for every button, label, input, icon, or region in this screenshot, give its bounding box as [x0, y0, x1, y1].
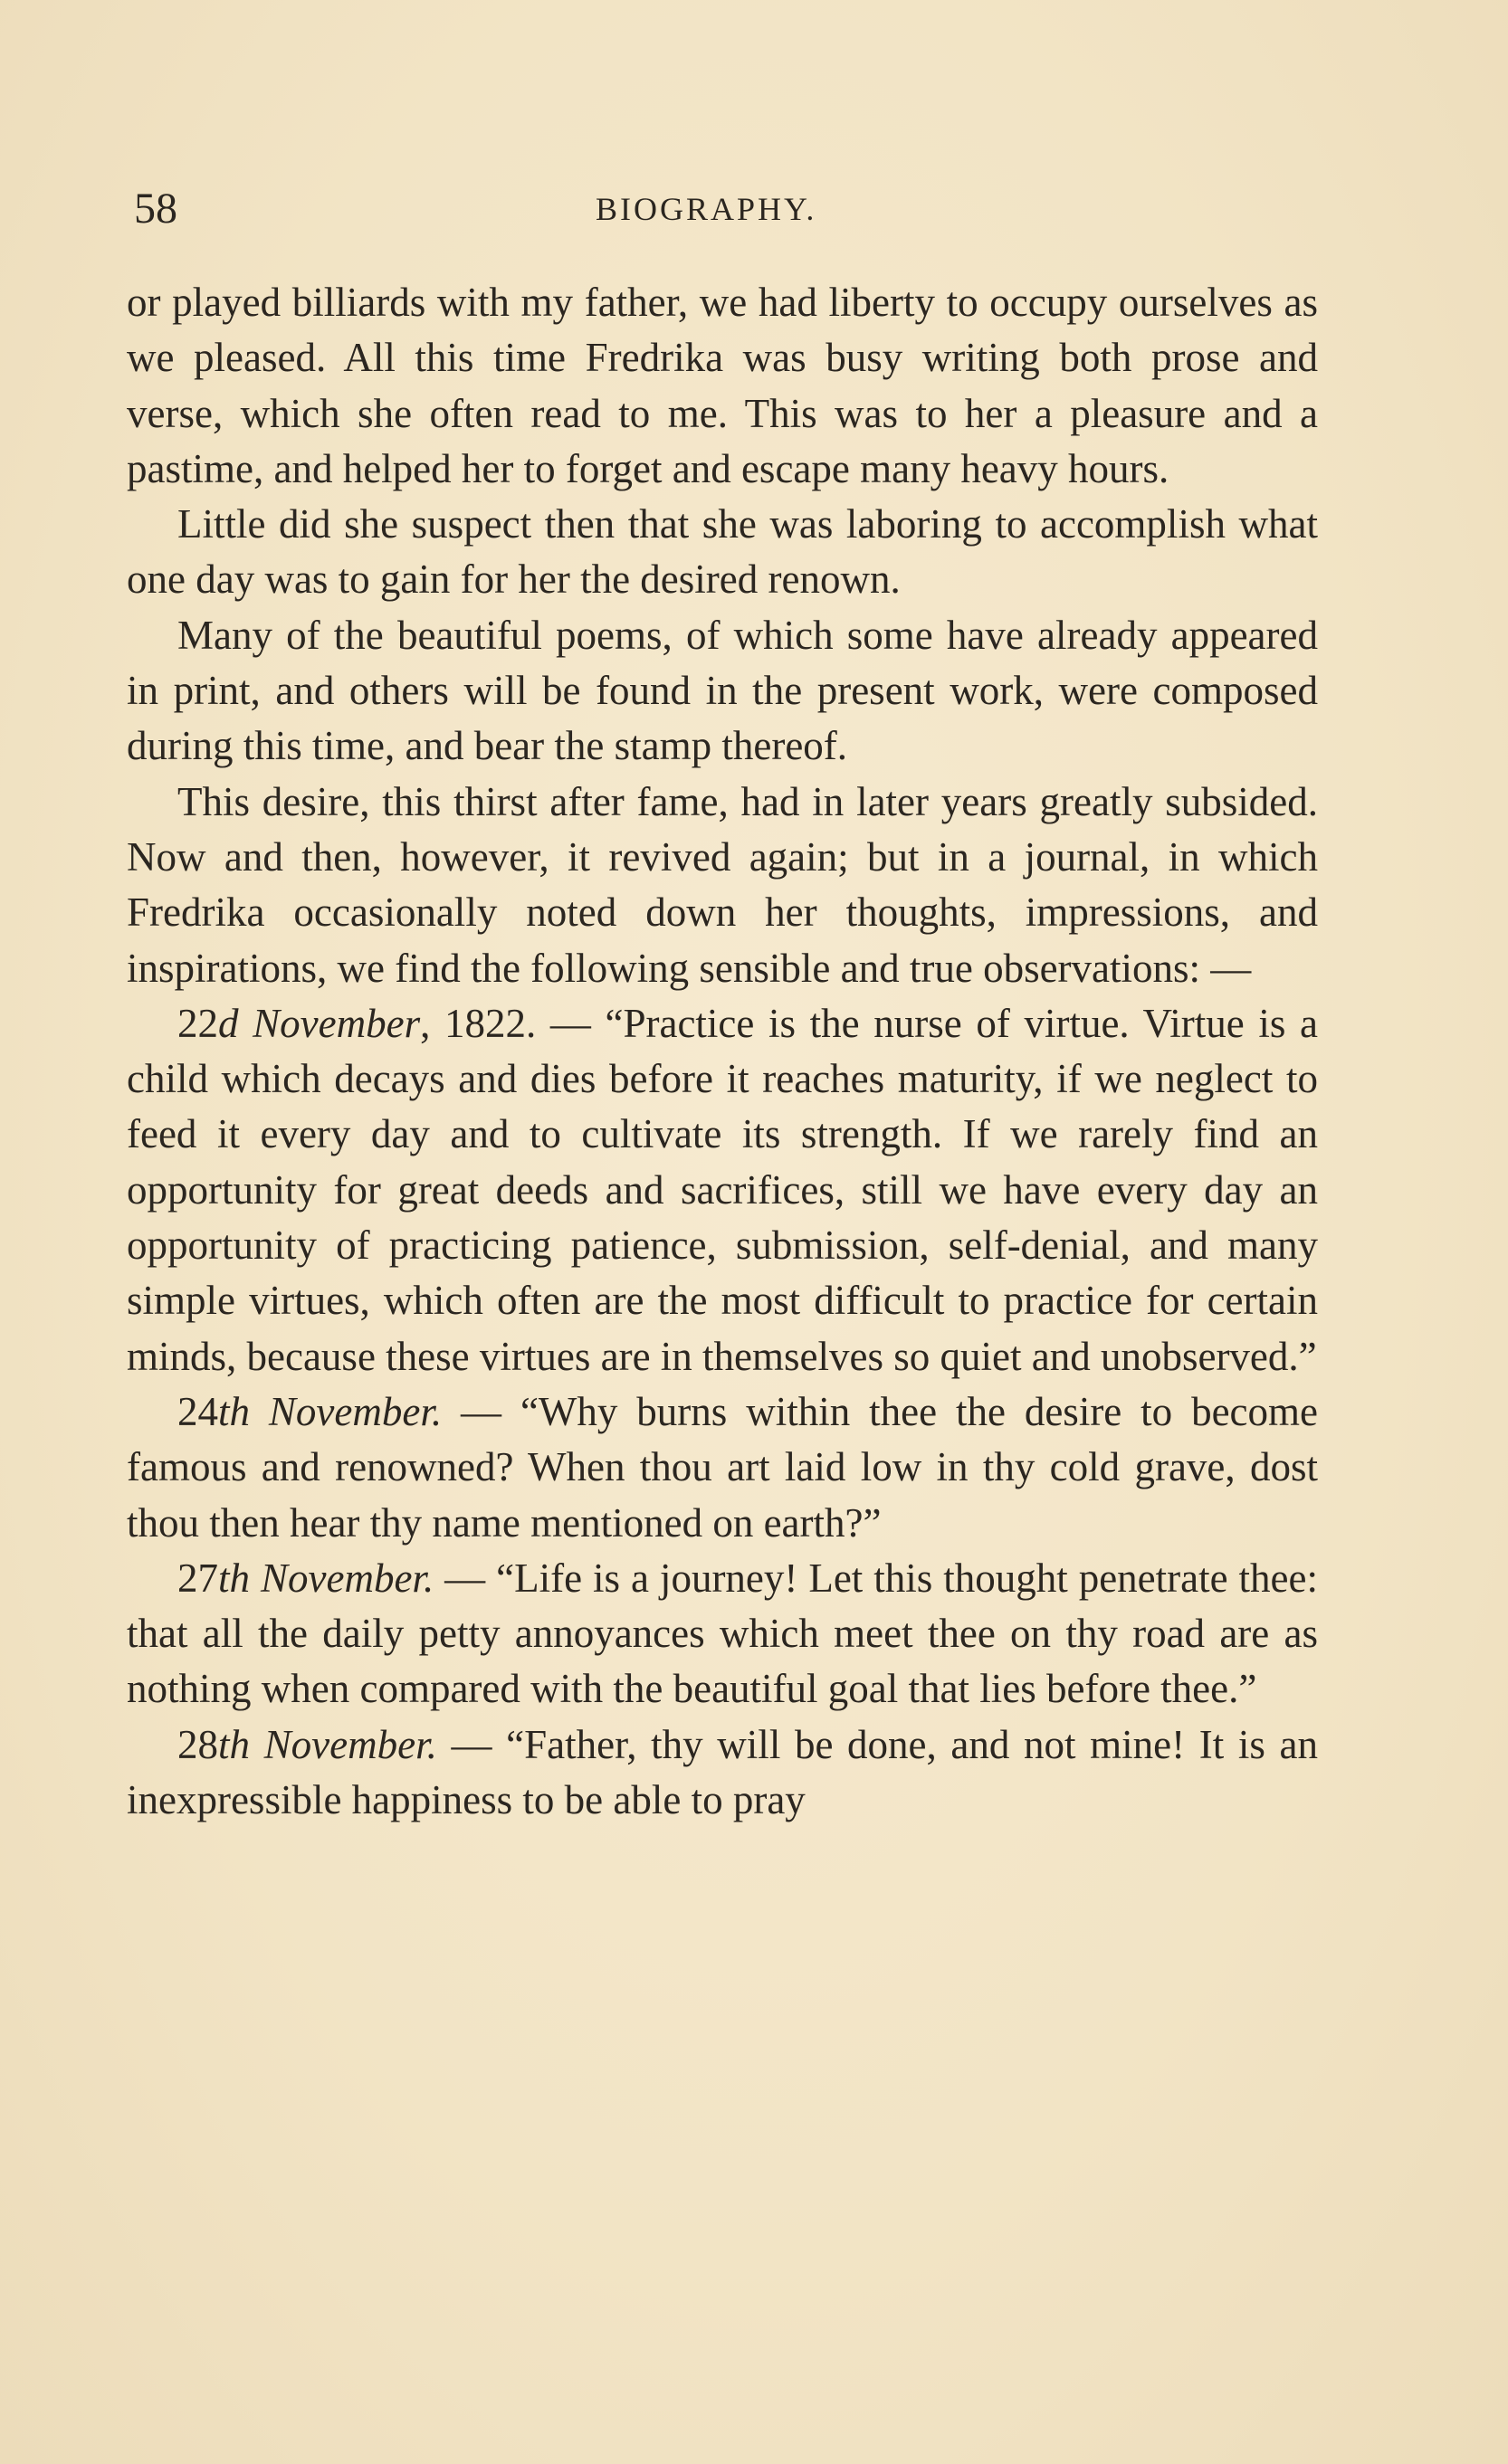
journal-entry-28-november [127, 1717, 1318, 1829]
journal-entry-24-november [127, 1384, 1318, 1551]
page-number: 58 [134, 185, 177, 233]
entry-date-day: 24 [177, 1388, 218, 1434]
entry-date-suffix: th [218, 1721, 251, 1767]
journal-entry-27-november [127, 1551, 1318, 1717]
entry-separator: — [442, 1388, 520, 1434]
entry-date-month: November. [263, 1721, 437, 1767]
entry-date-year: , 1822. — [420, 1000, 606, 1046]
entry-date-month: November. [260, 1555, 434, 1601]
entry-separator: — [434, 1555, 497, 1601]
entry-date-suffix: th [218, 1388, 251, 1434]
entry-date-day: 28 [177, 1721, 218, 1767]
paragraph-3: Many of the beautiful poems, of which some have already appeared in print, and others will be found in the present work, were composed during this time, and bear the stamp thereof. [127, 612, 1318, 769]
entry-separator: — [436, 1721, 507, 1767]
entry-text: “Why burns within thee the desire to become famous and renowned? When thou art laid low in thy cold grave, dost thou then hear thy name mentioned on earth?” [127, 1388, 1319, 1546]
entry-text: “Practice is the nurse of virtue. Virtue is a child which decays and dies before it reaches maturity, if we neglect to feed it every day and to cultivate its strength. If we rarely find an opportunity for great deeds and sacrifices, still we have every day an opportunity of practicing patience, submission, self-denial, and many simple virtues, which often are the most difficult to practice for certain minds, because these virtues are in themselves so quiet and unobserved.” [127, 1000, 1319, 1379]
entry-date-day: 22 [177, 1000, 218, 1046]
body-text [127, 275, 1318, 1828]
running-title: BIOGRAPHY. [596, 191, 817, 227]
entry-date-month: November. [268, 1388, 443, 1434]
entry-date-day: 27 [177, 1555, 218, 1601]
paragraph-2: Little did she suspect then that she was laboring to accomplish what one day was to gain for her the desired renown. [127, 501, 1318, 603]
journal-entry-22-november [127, 996, 1318, 1384]
paragraph-1: or played billiards with my father, we had liberty to occupy ourselves as we pleased. All this time Fredrika was busy writing both prose and verse, which she often read to me. This was to her a pleasure and a pastime, and helped her to forget and escape many heavy hours. [127, 280, 1318, 491]
entry-date-suffix: th [218, 1555, 251, 1601]
running-head [134, 177, 1320, 241]
entry-text: “Life is a journey! Let this thought penetrate thee: that all the daily petty annoyances which meet thee on thy road are as nothing when compared with the beautiful goal that lies before thee.” [127, 1555, 1319, 1712]
paragraph-4: This desire, this thirst after fame, had in later years greatly subsided. Now and then, however, it revived again; but in a journal, in which Fredrika occasionally noted down her thoughts, impressions, and inspirations, we find the following sensible and true observations: — [127, 778, 1318, 991]
entry-date-month: November [253, 1000, 421, 1046]
entry-date-suffix: d [218, 1000, 239, 1046]
entry-text: “Father, thy will be done, and not mine! It is an inexpressible happiness to be able to pray [127, 1721, 1319, 1823]
